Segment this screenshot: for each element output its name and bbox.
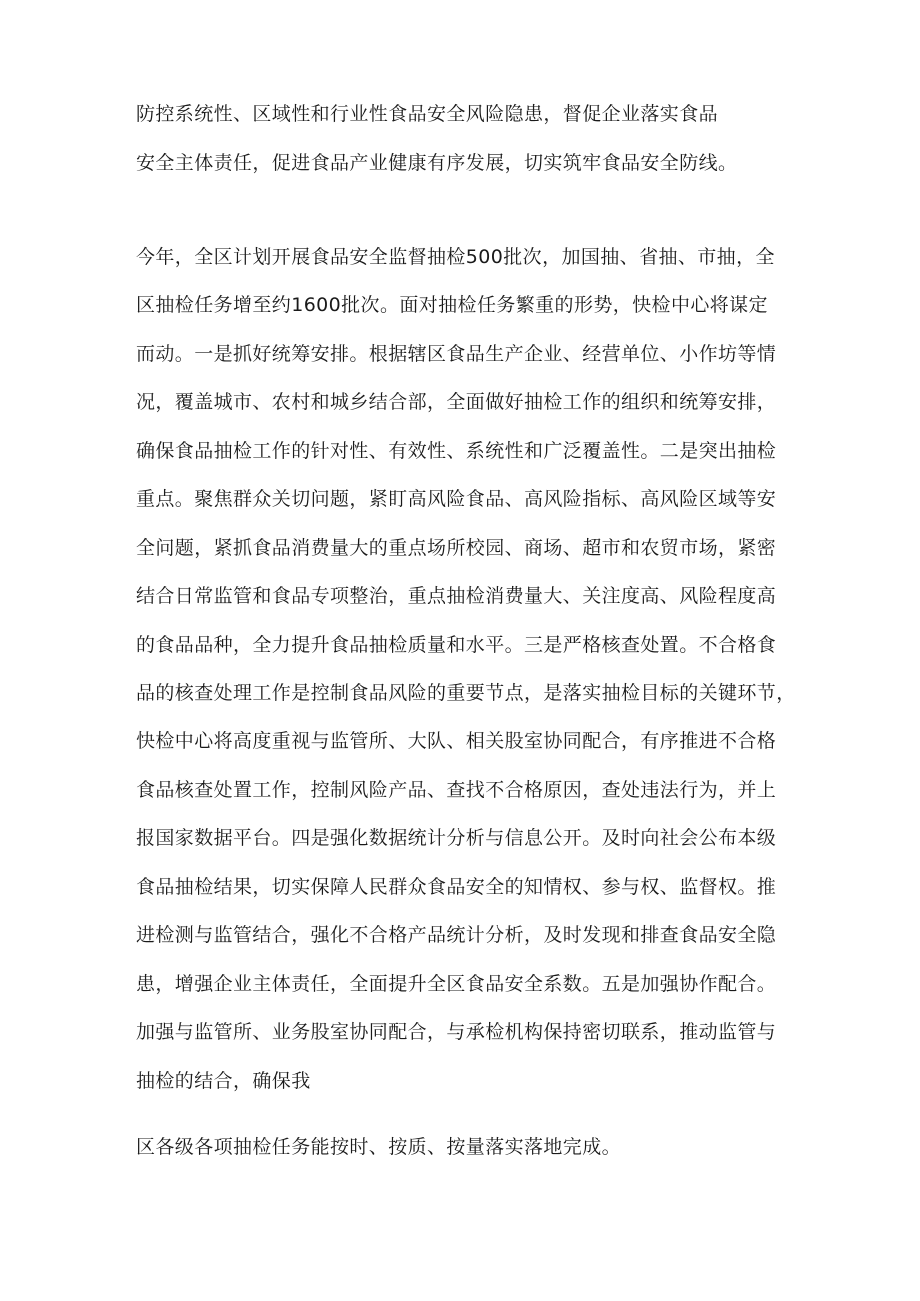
text-line: 况，覆盖城市、农村和城乡结合部，全面做好抽检工作的组织和统筹安排，: [136, 391, 777, 413]
text-line: 确保食品抽检工作的针对性、有效性、系统性和广泛覆盖性。二是突出抽检: [136, 440, 777, 462]
text-line: 患，增强企业主体责任，全面提升全区食品安全系数。五是加强协作配合。: [136, 973, 777, 995]
text-line: 区各级各项抽检任务能按时、按质、按量落实落地完成。: [136, 1136, 622, 1158]
text-line: 食品核查处置工作，控制风险产品、查找不合格原因，查处违法行为，并上: [136, 779, 777, 801]
text-line: 区抽检任务增至约1600批次。面对抽检任务繁重的形势，快检中心将谋定: [136, 294, 768, 316]
text-line: 安全主体责任，促进食品产业健康有序发展，切实筑牢食品安全防线。: [136, 152, 738, 174]
text-line: 而动。一是抓好统筹安排。根据辖区食品生产企业、经营单位、小作坊等情: [136, 343, 777, 365]
text-line: 报国家数据平台。四是强化数据统计分析与信息公开。及时向社会公布本级: [136, 827, 777, 849]
text-line: 快检中心将高度重视与监管所、大队、相关股室协同配合，有序推进不合格: [136, 730, 777, 752]
text-line: 品的核查处理工作是控制食品风险的重要节点，是落实抽检目标的关键环节，: [136, 682, 796, 704]
text-line: 抽检的结合，确保我: [136, 1070, 311, 1092]
text-line: 结合日常监管和食品专项整治，重点抽检消费量大、关注度高、风险程度高: [136, 585, 777, 607]
text-line: 全问题，紧抓食品消费量大的重点场所校园、商场、超市和农贸市场，紧密: [136, 537, 777, 559]
text-line: 防控系统性、区域性和行业性食品安全风险隐患，督促企业落实食品: [136, 103, 719, 125]
text-line: 加强与监管所、业务股室协同配合，与承检机构保持密切联系，推动监管与: [136, 1021, 777, 1043]
text-line: 重点。聚焦群众关切问题，紧盯高风险食品、高风险指标、高风险区域等安: [136, 488, 777, 510]
text-line: 食品抽检结果，切实保障人民群众食品安全的知情权、参与权、监督权。推: [136, 876, 777, 898]
text-line: 今年，全区计划开展食品安全监督抽检500批次，加国抽、省抽、市抽，全: [136, 246, 775, 268]
text-line: 进检测与监管结合，强化不合格产品统计分析，及时发现和排查食品安全隐: [136, 924, 777, 946]
text-line: 的食品品种，全力提升食品抽检质量和水平。三是严格核查处置。不合格食: [136, 634, 777, 656]
